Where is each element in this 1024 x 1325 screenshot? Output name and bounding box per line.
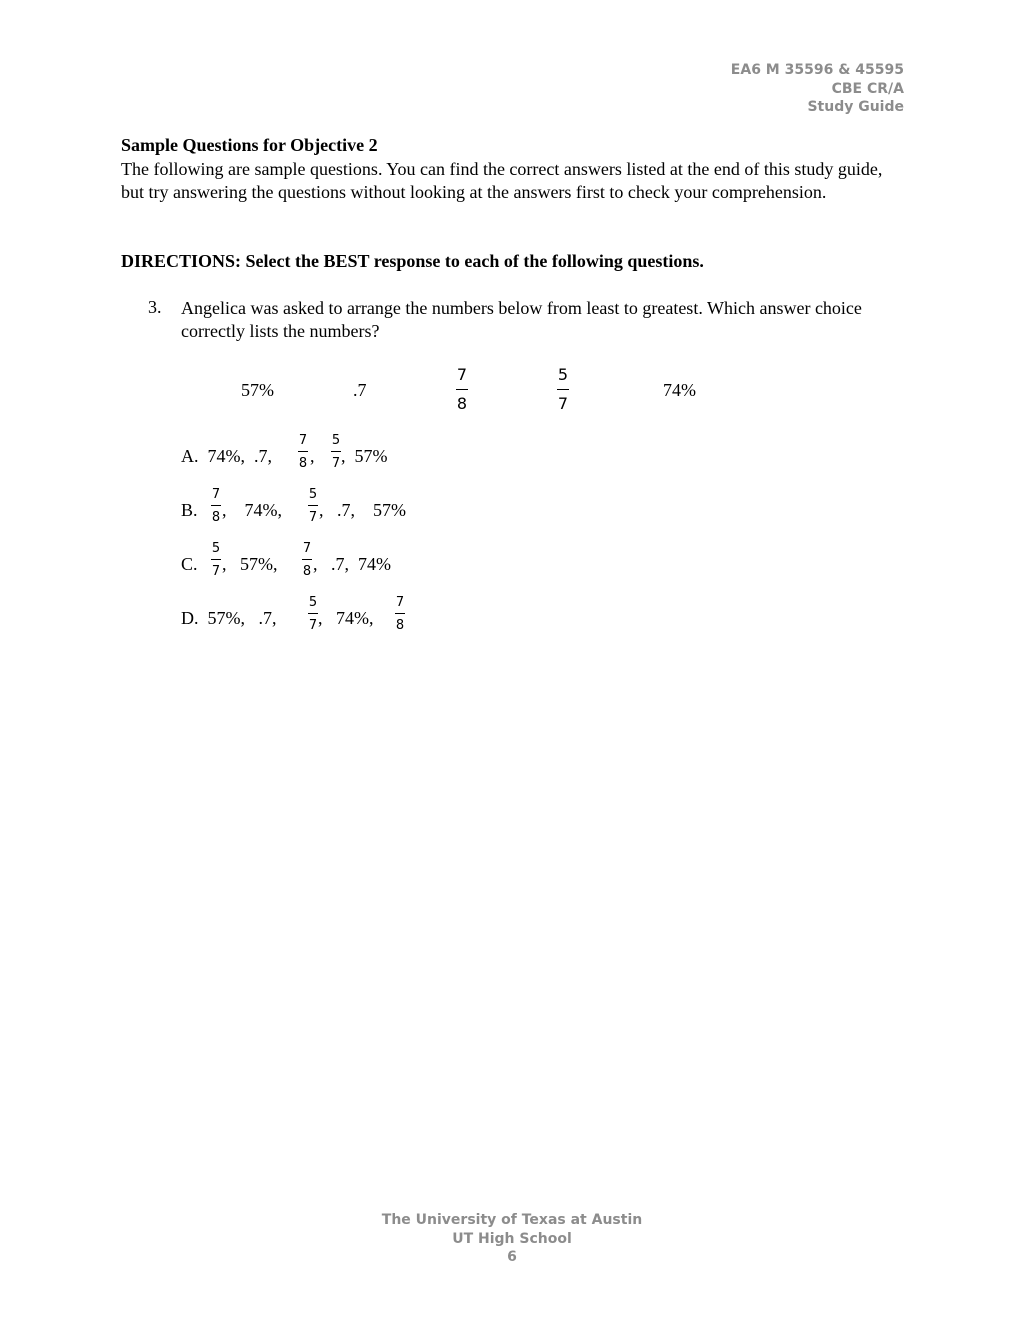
fraction-bar (211, 559, 221, 560)
option-text: , 57% (341, 446, 388, 466)
fraction-numerator: 5 (331, 433, 341, 448)
list-item-fraction-5-7 (553, 367, 573, 412)
question-number: 3. (148, 297, 162, 317)
list-item-decimal: .7 (353, 380, 367, 400)
option-fraction (296, 434, 310, 470)
fraction-numerator: 5 (211, 541, 221, 556)
fraction-numerator: 7 (298, 433, 308, 448)
list-item-fraction-7-8 (452, 367, 472, 412)
option-text: B. (181, 500, 198, 520)
section-title: Sample Questions for Objective 2 (121, 135, 378, 155)
fraction-numerator: 7 (302, 541, 312, 556)
option-text: , .7, 74% (313, 554, 391, 574)
answer-option-a[interactable] (181, 434, 481, 484)
fraction-bar (557, 389, 569, 390)
page-number: 6 (507, 1249, 517, 1265)
answer-option-c[interactable] (181, 542, 481, 592)
option-text: , 57%, (222, 554, 278, 574)
page-footer (0, 1211, 1024, 1267)
list-item-74-percent: 74% (663, 380, 696, 400)
fraction-denominator: 7 (557, 394, 569, 413)
header-exam-type: CBE CR/A (831, 80, 904, 97)
fraction-bar (308, 613, 318, 614)
fraction-denominator: 7 (308, 618, 318, 633)
fraction-bar (298, 451, 308, 452)
fraction-bar (395, 613, 405, 614)
option-fraction (300, 542, 314, 578)
fraction-numerator: 5 (308, 595, 318, 610)
list-item-57-percent: 57% (241, 380, 274, 400)
answer-option-b[interactable] (181, 488, 481, 538)
header-course-code: EA6 M 35596 & 45595 (730, 62, 904, 78)
fraction-denominator: 8 (302, 564, 312, 579)
fraction-bar (302, 559, 312, 560)
page-header (731, 61, 904, 117)
fraction-numerator: 7 (395, 595, 405, 610)
fraction-denominator: 7 (211, 564, 221, 579)
header-doc-type: Study Guide (807, 99, 904, 115)
option-text: , 74%, (222, 500, 282, 520)
fraction-denominator: 8 (456, 394, 468, 413)
fraction-denominator: 8 (211, 510, 221, 525)
fraction-numerator: 5 (557, 365, 569, 384)
option-text: A. 74%, .7, (181, 446, 272, 466)
footer-school: UT High School (452, 1230, 572, 1247)
fraction-denominator: 8 (395, 618, 405, 633)
option-fraction (209, 542, 223, 578)
option-fraction (393, 596, 407, 632)
fraction-numerator: 7 (456, 365, 468, 384)
footer-university: The University of Texas at Austin (381, 1212, 643, 1228)
fraction-denominator: 7 (331, 456, 341, 471)
fraction-bar (456, 389, 468, 390)
fraction-numerator: 7 (211, 487, 221, 502)
option-text: C. (181, 554, 198, 574)
fraction-denominator: 8 (298, 456, 308, 471)
option-fraction (306, 488, 320, 524)
option-fraction (209, 488, 223, 524)
section-intro: The following are sample questions. You can find the correct answers listed at the end of this study guide, but try answering the questions without looking at the answers first to check your comprehension. (121, 159, 883, 202)
option-text: , .7, 57% (319, 500, 406, 520)
fraction-denominator: 7 (308, 510, 318, 525)
directions: DIRECTIONS: Select the BEST response to each of the following questions. (121, 251, 704, 271)
fraction-bar (331, 451, 341, 452)
option-text: D. 57%, .7, (181, 608, 277, 628)
fraction-bar (211, 505, 221, 506)
fraction-numerator: 5 (308, 487, 318, 502)
fraction-bar (308, 505, 318, 506)
option-separator: , (310, 446, 315, 466)
answer-option-d[interactable] (181, 596, 481, 646)
option-text: , 74%, (318, 608, 374, 628)
question-text: Angelica was asked to arrange the numbers below from least to greatest. Which answer choice correctly lists the numbers? (181, 298, 862, 341)
